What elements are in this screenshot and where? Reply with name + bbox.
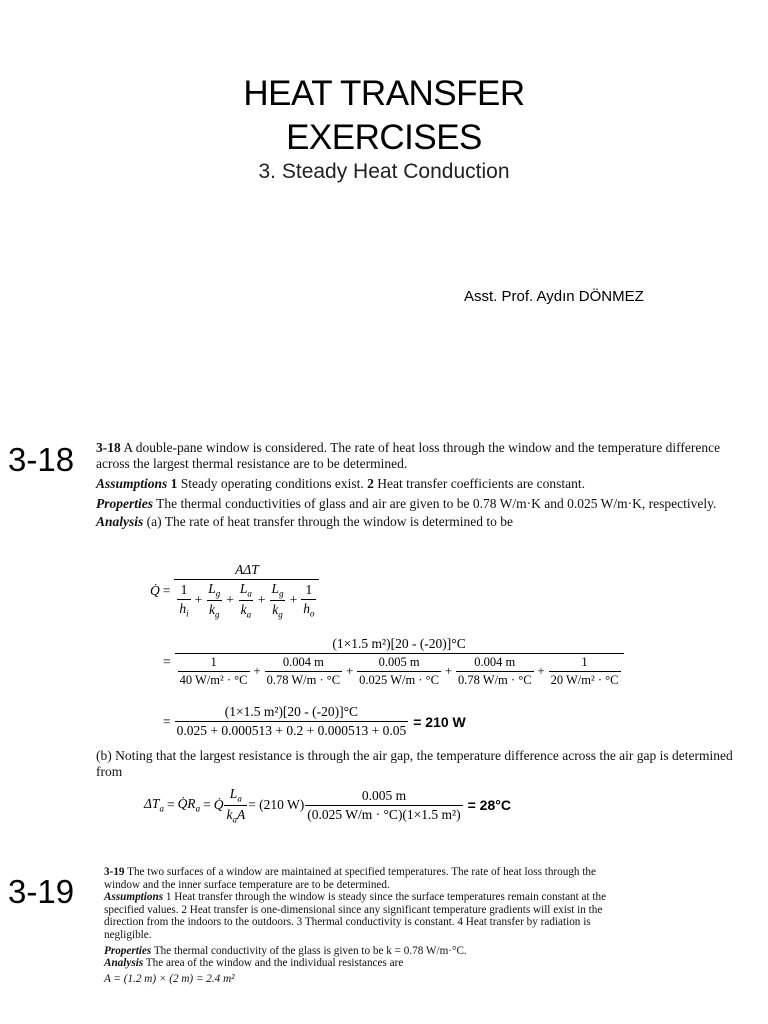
exercise-label-3-18: 3-18 (8, 441, 75, 478)
author-name: Asst. Prof. Aydın DÖNMEZ (464, 288, 644, 305)
analysis-heading: Analysis (96, 514, 144, 529)
result-heat-rate: = 210 W (413, 713, 466, 730)
result-temp-diff: = 28°C (467, 797, 511, 814)
assumption-2-num: 2 (367, 476, 374, 491)
eq-numerator: AΔT (235, 562, 259, 577)
properties-heading: Properties (96, 496, 153, 511)
assumptions (96, 476, 750, 492)
den-term-5: 1 (581, 655, 588, 669)
problem-3-19-text (104, 866, 634, 985)
problem-statement-319 (104, 866, 634, 891)
slide-title-line2: EXERCISES (286, 118, 482, 157)
eq-b-numerator: 0.005 m (361, 787, 407, 803)
properties-heading-319: Properties (104, 944, 152, 957)
analysis-a (96, 514, 750, 530)
eq-b-denominator: (0.025 W/m · °C)(1×1.5 m²) (307, 806, 461, 822)
properties-319 (104, 945, 634, 958)
eq-expanded-numerator: (1×1.5 m²)[20 - (-20)]°C (332, 636, 466, 651)
slide-title-line1: HEAT TRANSFER (243, 74, 525, 113)
properties-text: The thermal conductivities of glass and air are given to be 0.78 W/m·K and 0.025 W/m·K, respectively. (153, 496, 717, 511)
assumption-1-text: Steady operating conditions exist. (177, 476, 368, 491)
den-unit-3: 0.025 W/m · °C (359, 673, 439, 687)
equation-q-expanded: = (1×1.5 m²)[20 - (-20)]°C $\frac{1}{\text{40 W/m² · °C}}$ + $\frac{0.004 m}{0.78 W/m \cdot ^\circ C}$ + $\frac{0.005 m}{0.025 W/m \cdot ^\circ C}$ + $\frac{0.004 m}{0.78 W/m \cdot ^\circ C}$ + $\frac{1}{\text{20 W/m² · °C}}$ (160, 636, 625, 688)
exercise-label-3-19: 3-19 (8, 873, 75, 910)
equation-q-general: Q̇ = AΔT $\frac{1}{h_i}$ + $\frac{L_g}{k_g}$ + $\frac{L_a}{k_a}$ + $\frac{L_g}{k_g}$ + $\frac{1}{h_o}$ (150, 562, 320, 619)
den-term-4: 0.004 m (474, 655, 516, 669)
analysis-heading-319: Analysis (104, 957, 144, 970)
statement-text-319: The two surfaces of a window are maintained at specified temperatures. The rate of heat loss through the window and the inner surface temperature are to be determined. (104, 866, 596, 891)
den-unit-4: 0.78 W/m · °C (458, 673, 532, 687)
equation-delta-t: $\Delta T_a$ = $Q̇R_a$ = Q̇ $\frac{L_a}{k_aA}$ = (210 W) $\frac{0.005 m}{\text{(0.025 W/m · °C)(1×1.5 m²)}}$ = 28°C (144, 786, 511, 825)
den-unit-1: 40 W/m² · °C (179, 673, 248, 687)
statement-text: A double-pane window is considered. The rate of heat loss through the window and the temperature difference across the largest thermal resistance are to be determined. (96, 440, 721, 471)
den-term-2: 0.004 m (282, 655, 324, 669)
assumptions-text-319: 1 Heat transfer through the window is steady since the surface temperatures remain constant at the specified values. 2 Heat transfer is one-dimensional since any significant temperature gradients will exist in the direction from the indoors to the outdoors. 3 Thermal conductivity is constant. 4 Heat transfer by radiation is negligible. (104, 891, 607, 941)
equation-q-simplified: = $\frac{\text{(1×1.5 m²)[20 - (-20)]°C}}{0.025 + 0.000513 + 0.2 + 0.000513 + 0.05}$ = 210 W (163, 704, 466, 738)
assumption-2-text: Heat transfer coefficients are constant. (373, 476, 586, 491)
assumptions-heading: Assumptions (96, 476, 168, 491)
problem-number-319: 3-19 (104, 866, 125, 878)
den-term-3: 0.005 m (378, 655, 420, 669)
den-term-1: 1 (210, 655, 217, 669)
properties (96, 496, 750, 512)
problem-3-18-text (96, 440, 750, 530)
assumption-1-num: 1 (170, 476, 178, 491)
analysis-319 (104, 957, 634, 970)
eq-simplified-numerator: (1×1.5 m²)[20 - (-20)]°C (224, 704, 359, 719)
analysis-b: (b) Noting that the largest resistance is through the air gap, the temperature difference across the air gap is determined from (96, 748, 733, 779)
assumptions-319 (104, 891, 634, 941)
problem-statement (96, 440, 750, 472)
area-equation: A = (1.2 m) × (2 m) = 2.4 m² (104, 972, 235, 985)
slide-subtitle: 3. Steady Heat Conduction (258, 160, 510, 183)
eq-b-mid: = (210 W) (248, 797, 305, 813)
analysis-a-text: (a) The rate of heat transfer through the window is determined to be (143, 514, 514, 529)
assumptions-heading-319: Assumptions (104, 891, 164, 904)
analysis-text-319: The area of the window and the individual resistances are (143, 957, 404, 970)
den-unit-2: 0.78 W/m · °C (266, 673, 341, 687)
properties-text-319: The thermal conductivity of the glass is given to be k = 0.78 W/m·°C. (151, 944, 467, 957)
problem-number: 3-18 (96, 440, 121, 455)
den-unit-5: 20 W/m² · °C (550, 673, 619, 687)
eq-simplified-denominator: 0.025 + 0.000513 + 0.2 + 0.000513 + 0.05 (176, 723, 407, 738)
